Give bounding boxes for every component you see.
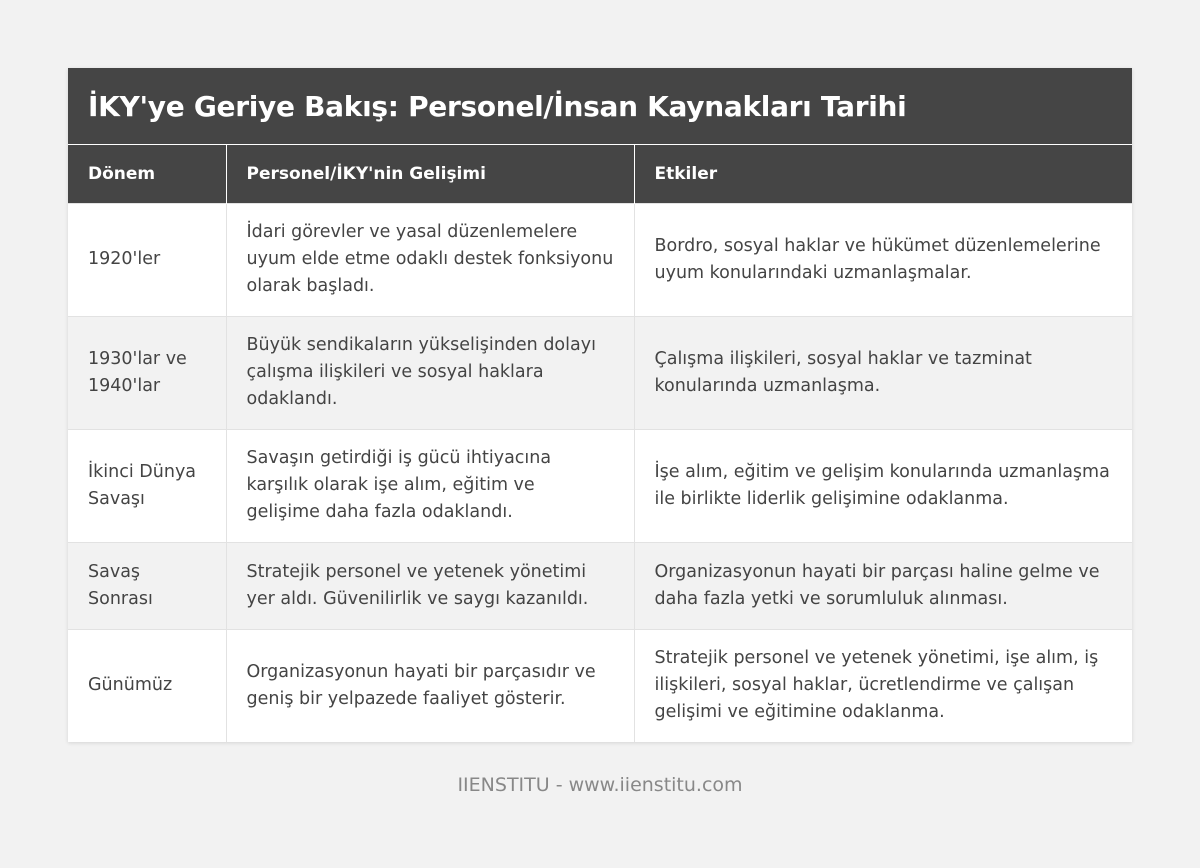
column-header-development: Personel/İKY'nin Gelişimi (226, 145, 634, 203)
cell-period: 1930'lar ve 1940'lar (68, 316, 226, 429)
history-table (68, 145, 1132, 742)
cell-period: İkinci Dünya Savaşı (68, 429, 226, 542)
table-row (68, 629, 1132, 742)
cell-effects: İşe alım, eğitim ve gelişim konularında uzmanlaşma ile birlikte liderlik gelişimine odaklanma. (634, 429, 1132, 542)
cell-development: Büyük sendikaların yükselişinden dolayı çalışma ilişkileri ve sosyal haklara odaklandı. (226, 316, 634, 429)
table-row (68, 429, 1132, 542)
cell-development: Savaşın getirdiği iş gücü ihtiyacına karşılık olarak işe alım, eğitim ve gelişime daha fazla odaklandı. (226, 429, 634, 542)
cell-development: Organizasyonun hayati bir parçasıdır ve geniş bir yelpazede faaliyet gösterir. (226, 629, 634, 742)
cell-period: Savaş Sonrası (68, 542, 226, 629)
cell-development: Stratejik personel ve yetenek yönetimi yer aldı. Güvenilirlik ve saygı kazanıldı. (226, 542, 634, 629)
cell-development: İdari görevler ve yasal düzenlemelere uyum elde etme odaklı destek fonksiyonu olarak başladı. (226, 203, 634, 316)
title-bar (68, 68, 1132, 145)
column-header-effects: Etkiler (634, 145, 1132, 203)
table-row (68, 542, 1132, 629)
page-title: İKY'ye Geriye Bakış: Personel/İnsan Kaynakları Tarihi (88, 89, 907, 123)
table-row (68, 203, 1132, 316)
cell-effects: Bordro, sosyal haklar ve hükümet düzenlemelerine uyum konularındaki uzmanlaşmalar. (634, 203, 1132, 316)
cell-effects: Organizasyonun hayati bir parçası haline gelme ve daha fazla yetki ve sorumluluk alınması. (634, 542, 1132, 629)
cell-effects: Çalışma ilişkileri, sosyal haklar ve tazminat konularında uzmanlaşma. (634, 316, 1132, 429)
table-row (68, 316, 1132, 429)
table-header-row (68, 145, 1132, 203)
history-table-card (68, 68, 1132, 742)
cell-period: Günümüz (68, 629, 226, 742)
column-header-period: Dönem (68, 145, 226, 203)
footer-credit: IIENSTITU - www.iienstitu.com (457, 774, 743, 796)
cell-period: 1920'ler (68, 203, 226, 316)
cell-effects: Stratejik personel ve yetenek yönetimi, işe alım, iş ilişkileri, sosyal haklar, ücretlendirme ve çalışan gelişimi ve eğitimine odaklanma. (634, 629, 1132, 742)
